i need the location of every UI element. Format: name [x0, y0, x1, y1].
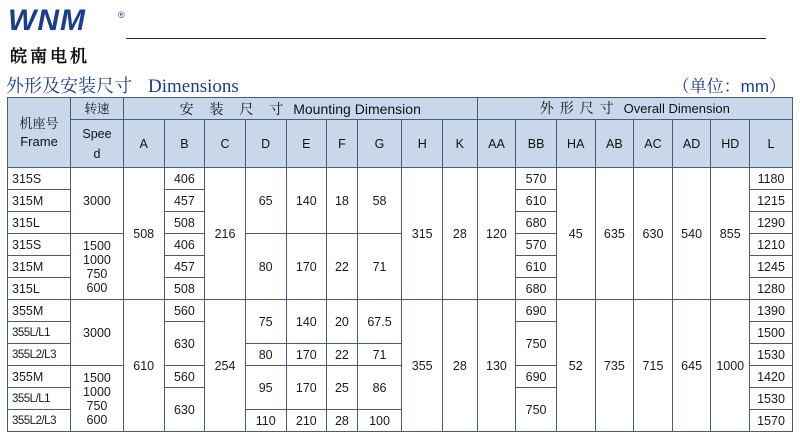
cell-G: 71 — [357, 344, 402, 366]
cell-L: 1290 — [750, 212, 793, 234]
cell-G: 67.5 — [357, 300, 402, 344]
cell-L: 1530 — [750, 388, 793, 410]
cell-HA: 52 — [556, 300, 595, 432]
speed-cell-multi — [71, 366, 124, 432]
cell-BB: 610 — [516, 190, 557, 212]
cell-C: 216 — [205, 168, 246, 300]
cell-G: 86 — [357, 366, 402, 410]
cell-B: 630 — [164, 388, 205, 432]
cell-D: 65 — [245, 168, 286, 234]
cell-E: 170 — [286, 344, 327, 366]
frame-cell: 355M — [8, 300, 71, 322]
brand-logo — [8, 4, 128, 64]
col-header: F — [327, 120, 358, 168]
cell-HA: 45 — [556, 168, 595, 300]
col-header: HA — [556, 120, 595, 168]
frame-cell: 315L — [8, 278, 71, 300]
col-header: G — [357, 120, 402, 168]
mounting-header-en: Mounting Dimension — [293, 100, 421, 117]
cell-B: 630 — [164, 322, 205, 366]
cell-D: 95 — [245, 366, 286, 410]
speed-cell-multi — [71, 234, 124, 300]
cell-F: 28 — [327, 410, 358, 432]
cell-HD: 855 — [711, 168, 750, 300]
cell-AC: 715 — [634, 300, 673, 432]
cell-B: 560 — [164, 366, 205, 388]
dimension-table — [7, 97, 793, 432]
cell-G: 58 — [357, 168, 402, 234]
cell-L: 1215 — [750, 190, 793, 212]
speed-header-en-1: Spee — [82, 126, 112, 141]
mounting-dimension-header — [123, 98, 477, 120]
col-header: D — [245, 120, 286, 168]
cell-H: 315 — [402, 168, 443, 300]
cell-D: 110 — [245, 410, 286, 432]
frame-cell: 355M — [8, 366, 71, 388]
mounting-header-cn: 安 装 尺 寸 — [179, 100, 290, 117]
cell-L: 1420 — [750, 366, 793, 388]
page-title — [6, 72, 239, 98]
speed-value: 600 — [86, 280, 108, 295]
cell-L: 1280 — [750, 278, 793, 300]
cell-BB: 570 — [516, 234, 557, 256]
cell-F: 18 — [327, 168, 358, 234]
col-header: E — [286, 120, 327, 168]
frame-cell: 315L — [8, 212, 71, 234]
speed-value: 1000 — [83, 384, 111, 399]
cell-E: 170 — [286, 234, 327, 300]
title-row — [0, 68, 800, 96]
col-header: L — [750, 120, 793, 168]
frame-cell: 355L/L1 — [8, 388, 71, 410]
overall-header-en: Overall Dimension — [623, 101, 730, 116]
speed-value: 600 — [86, 412, 108, 427]
table-row — [8, 300, 793, 322]
col-header: B — [164, 120, 205, 168]
cell-BB: 750 — [516, 322, 557, 366]
col-header: HD — [711, 120, 750, 168]
cell-G: 100 — [357, 410, 402, 432]
cell-E: 170 — [286, 366, 327, 410]
cell-AB: 735 — [595, 300, 634, 432]
overall-header-cn: 外形尺寸 — [539, 100, 620, 116]
cell-B: 406 — [164, 168, 205, 190]
cell-BB: 750 — [516, 388, 557, 432]
header-row-2 — [8, 120, 793, 168]
cell-A: 610 — [123, 300, 164, 432]
frame-cell: 355L2/L3 — [8, 410, 71, 432]
col-header: BB — [516, 120, 557, 168]
col-header: AB — [595, 120, 634, 168]
cell-BB: 570 — [516, 168, 557, 190]
cell-K: 28 — [443, 300, 478, 432]
cell-AD: 540 — [672, 168, 711, 300]
cell-D: 80 — [245, 344, 286, 366]
cell-H: 355 — [402, 300, 443, 432]
frame-header-cn: 机座号 — [19, 115, 59, 131]
cell-D: 80 — [245, 234, 286, 300]
frame-header-en: Frame — [20, 133, 58, 149]
cell-G: 71 — [357, 234, 402, 300]
table-row — [8, 168, 793, 190]
cell-E: 140 — [286, 168, 327, 234]
col-header: A — [123, 120, 164, 168]
overall-dimension-header — [477, 98, 792, 120]
speed-value: 1000 — [83, 252, 111, 267]
cell-F: 22 — [327, 344, 358, 366]
col-header: H — [402, 120, 443, 168]
speed-value: 750 — [86, 398, 108, 413]
cell-L: 1530 — [750, 344, 793, 366]
logo-wordmark: WNM — [8, 4, 86, 37]
cell-L: 1180 — [750, 168, 793, 190]
col-header: AD — [672, 120, 711, 168]
cell-K: 28 — [443, 168, 478, 300]
col-header: AC — [634, 120, 673, 168]
cell-E: 140 — [286, 300, 327, 344]
col-header: AA — [477, 120, 516, 168]
speed-header-en — [71, 120, 124, 168]
cell-E: 210 — [286, 410, 327, 432]
speed-value: 1500 — [83, 370, 111, 385]
speed-cell: 3000 — [71, 300, 124, 366]
speed-header-en-2: d — [93, 146, 101, 161]
unit-label: （单位：mm） — [672, 77, 786, 96]
header — [0, 0, 800, 68]
registered-mark: ® — [118, 10, 125, 20]
cell-L: 1390 — [750, 300, 793, 322]
cell-BB: 680 — [516, 278, 557, 300]
cell-AA: 120 — [477, 168, 516, 300]
cell-AC: 630 — [634, 168, 673, 300]
cell-BB: 690 — [516, 300, 557, 322]
cell-L: 1570 — [750, 410, 793, 432]
cell-D: 75 — [245, 300, 286, 344]
speed-value: 1500 — [83, 238, 111, 253]
title-cn: 外形及安装尺寸 — [6, 76, 132, 96]
cell-L: 1210 — [750, 234, 793, 256]
frame-header — [8, 98, 71, 168]
cell-AB: 635 — [595, 168, 634, 300]
cell-HD: 1000 — [711, 300, 750, 432]
cell-F: 25 — [327, 366, 358, 410]
speed-cell: 3000 — [71, 168, 124, 234]
header-row-1 — [8, 98, 793, 120]
frame-cell: 355L/L1 — [8, 322, 71, 344]
cell-AA: 130 — [477, 300, 516, 432]
cell-F: 20 — [327, 300, 358, 344]
col-header: C — [205, 120, 246, 168]
cell-AD: 645 — [672, 300, 711, 432]
cell-A: 508 — [123, 168, 164, 300]
col-header: K — [443, 120, 478, 168]
cell-L: 1500 — [750, 322, 793, 344]
cell-B: 560 — [164, 300, 205, 322]
cell-L: 1245 — [750, 256, 793, 278]
brand-name-cn: 皖南电机 — [10, 47, 90, 66]
cell-BB: 610 — [516, 256, 557, 278]
cell-BB: 690 — [516, 366, 557, 388]
speed-header-cn: 转速 — [71, 98, 124, 120]
frame-cell: 315S — [8, 168, 71, 190]
cell-B: 457 — [164, 190, 205, 212]
cell-C: 254 — [205, 300, 246, 432]
cell-B: 457 — [164, 256, 205, 278]
frame-cell: 315S — [8, 234, 71, 256]
cell-B: 406 — [164, 234, 205, 256]
cell-B: 508 — [164, 212, 205, 234]
frame-cell: 355L2/L3 — [8, 344, 71, 366]
frame-cell: 315M — [8, 256, 71, 278]
title-en: Dimensions — [148, 76, 239, 97]
speed-value: 750 — [86, 266, 108, 281]
header-divider — [126, 38, 766, 39]
frame-cell: 315M — [8, 190, 71, 212]
cell-BB: 680 — [516, 212, 557, 234]
cell-B: 508 — [164, 278, 205, 300]
cell-F: 22 — [327, 234, 358, 300]
